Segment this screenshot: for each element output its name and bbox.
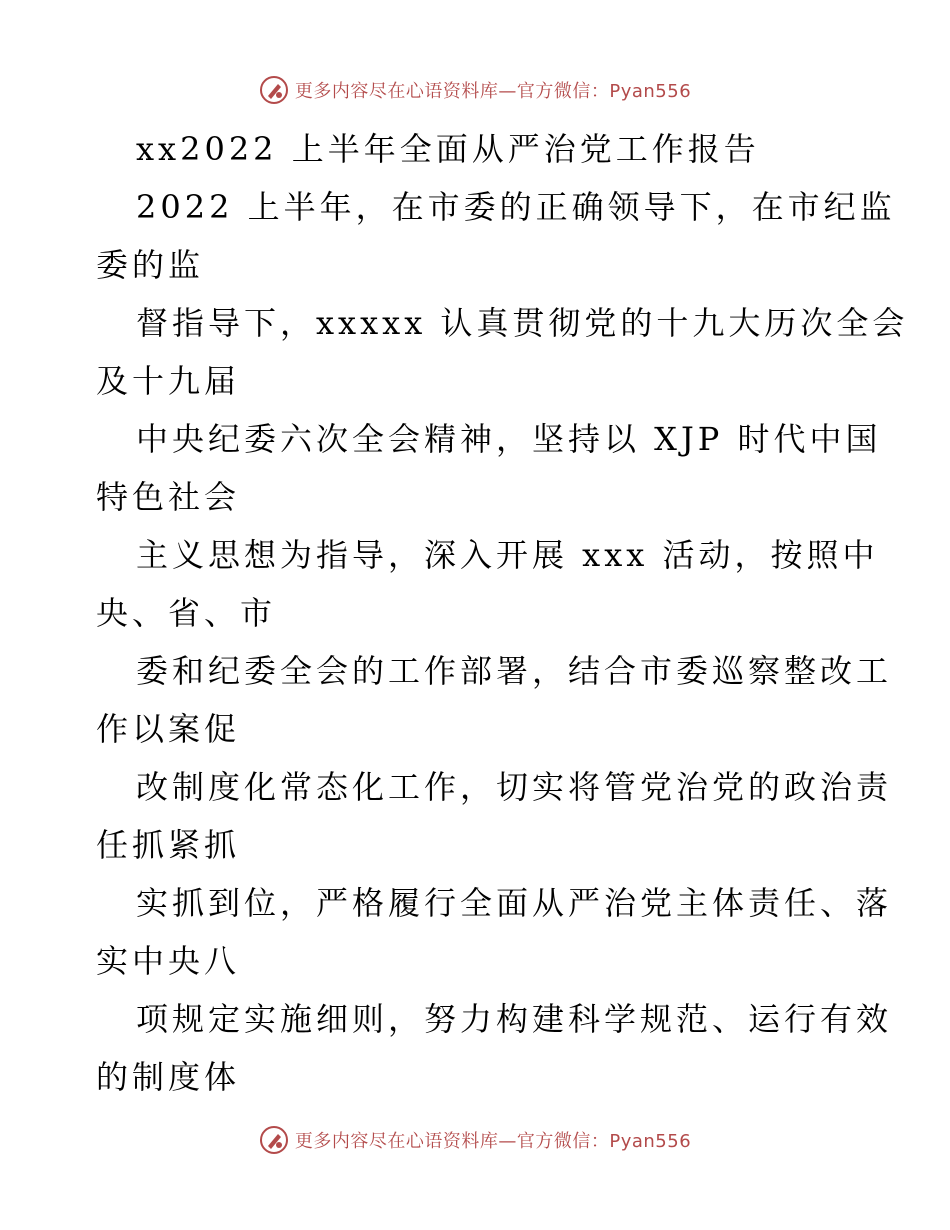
body-line: 的制度体 <box>96 1058 241 1096</box>
body-line: 特色社会 <box>96 478 241 516</box>
body-line: 2022 上半年，在市委的正确领导下，在市纪监 <box>136 188 896 226</box>
document-body <box>96 120 909 1106</box>
body-line: 及十九届 <box>96 362 241 400</box>
watermark-text: 更多内容尽在心语资料库—官方微信：Pyan556 <box>294 1131 692 1152</box>
body-line: 委和纪委全会的工作部署，结合市委巡察整改工 <box>136 652 893 690</box>
body-line: 项规定实施细则，努力构建科学规范、运行有效 <box>136 1000 893 1038</box>
body-line: 作以案促 <box>96 710 241 748</box>
body-line: 任抓紧抓 <box>96 826 241 864</box>
watermark-banner-top <box>0 70 950 110</box>
body-line: 委的监 <box>96 246 205 284</box>
pen-nib-logo-icon <box>259 75 289 105</box>
watermark-text: 更多内容尽在心语资料库—官方微信：Pyan556 <box>294 81 692 102</box>
document-title: xx2022 上半年全面从严治党工作报告 <box>136 130 760 168</box>
body-line: 实抓到位，严格履行全面从严治党主体责任、落 <box>136 884 893 922</box>
pen-nib-logo-icon <box>259 1125 289 1155</box>
body-line: 实中央八 <box>96 942 241 980</box>
watermark-banner-bottom <box>0 1120 950 1160</box>
body-line: 督指导下，xxxxx 认真贯彻党的十九大历次全会 <box>136 304 909 342</box>
body-line: 中央纪委六次全会精神，坚持以 XJP 时代中国 <box>136 420 882 458</box>
body-line: 改制度化常态化工作，切实将管党治党的政治责 <box>136 768 893 806</box>
body-line: 主义思想为指导，深入开展 xxx 活动，按照中 <box>136 536 879 574</box>
body-line: 央、省、市 <box>96 594 277 632</box>
